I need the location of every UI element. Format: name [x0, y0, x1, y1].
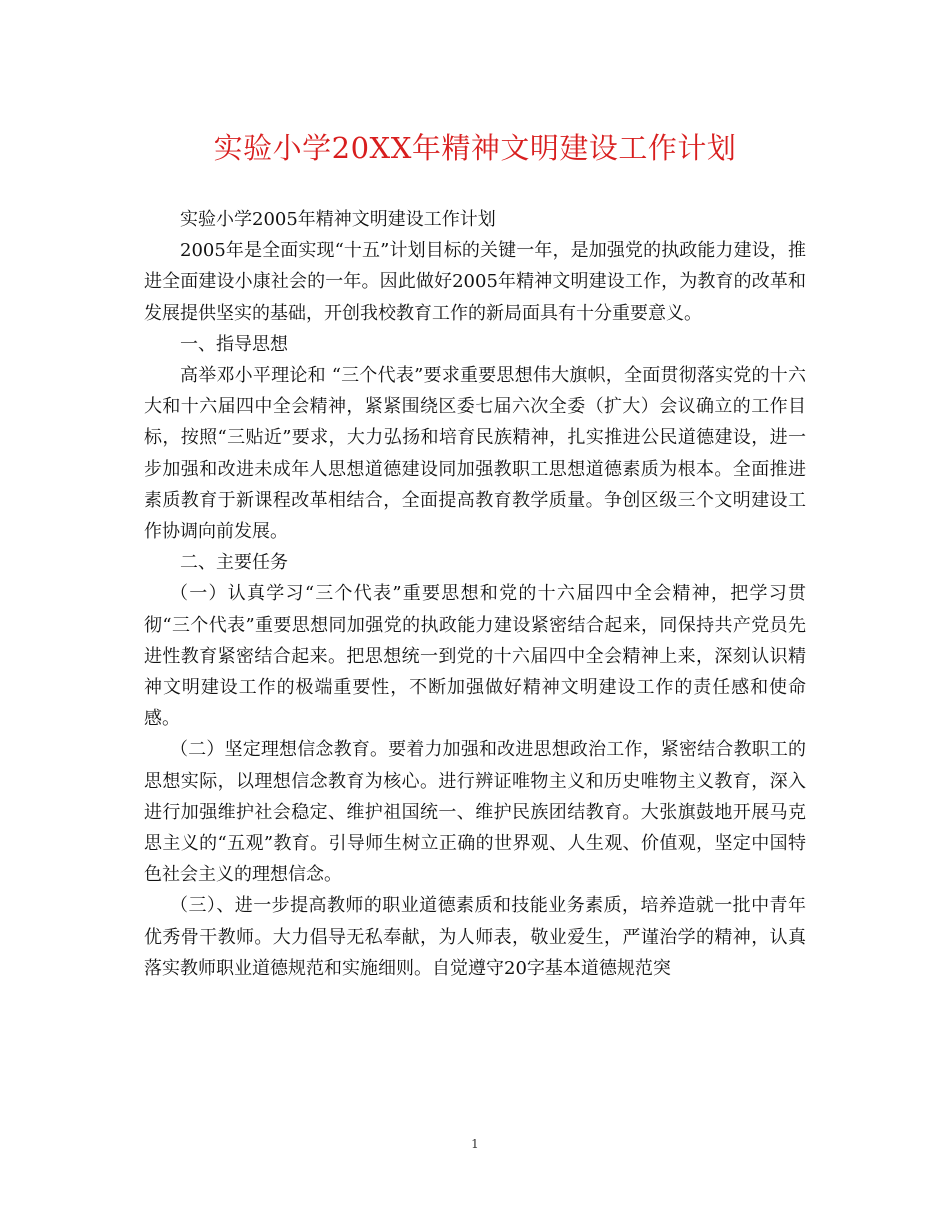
paragraph-guiding-ideology: 高举邓小平理论和 “三个代表”要求重要思想伟大旗帜，全面贯彻落实党的十六大和十六届四中全会精神，紧紧围绕区委七届六次全委（扩大）会议确立的工作目标，按照“三贴近”要求，大力弘扬和培育民族精神，扎实推进公民道德建设，进一步加强和改进未成年人思想道德建设同加强教职工思想道德素质为根本。全面推进素质教育于新课程改革相结合，全面提高教育教学质量。争创区级三个文明建设工作协调向前发展。: [144, 365, 806, 543]
document-title: 实验小学20XX年精神文明建设工作计划: [213, 131, 737, 165]
paragraph-intro: 2005年是全面实现“十五”计划目标的关键一年，是加强党的执政能力建设，推进全面建设小康社会的一年。因此做好2005年精神文明建设工作，为教育的改革和发展提供坚实的基础，开创我校教育工作的新局面具有十分重要意义。: [144, 240, 806, 324]
document-body: [144, 204, 806, 984]
section-heading-guiding-ideology: 一、指导思想: [180, 333, 288, 355]
paragraph-task-2: （二）坚定理想信念教育。要着力加强和改进思想政治工作，紧密结合教职工的思想实际，以理想信念教育为核心。进行辨证唯物主义和历史唯物主义教育，深入进行加强维护社会稳定、维护祖国统一、维护民族团结教育。大张旗鼓地开展马克思主义的“五观”教育。引导师生树立正确的世界观、人生观、价值观，坚定中国特色社会主义的理想信念。: [144, 739, 806, 886]
paragraph-task-1: （一）认真学习“三个代表”重要思想和党的十六届四中全会精神，把学习贯彻“三个代表”重要思想同加强党的执政能力建设紧密结合起来，同保持共产党员先进性教育紧密结合起来。把思想统一到党的十六届四中全会精神上来，深刻认识精神文明建设工作的极端重要性，不断加强做好精神文明建设工作的责任感和使命感。: [144, 583, 806, 730]
paragraph-plan-heading: 实验小学2005年精神文明建设工作计划: [180, 209, 496, 230]
paragraph-task-3: （三）、进一步提高教师的职业道德素质和技能业务素质，培养造就一批中青年优秀骨干教师。大力倡导无私奉献，为人师表，敬业爱生，严谨治学的精神，认真落实教师职业道德规范和实施细则。自觉遵守20字基本道德规范突: [144, 895, 806, 979]
page-number: 1: [471, 1137, 479, 1151]
section-heading-main-tasks: 二、主要任务: [180, 552, 288, 574]
